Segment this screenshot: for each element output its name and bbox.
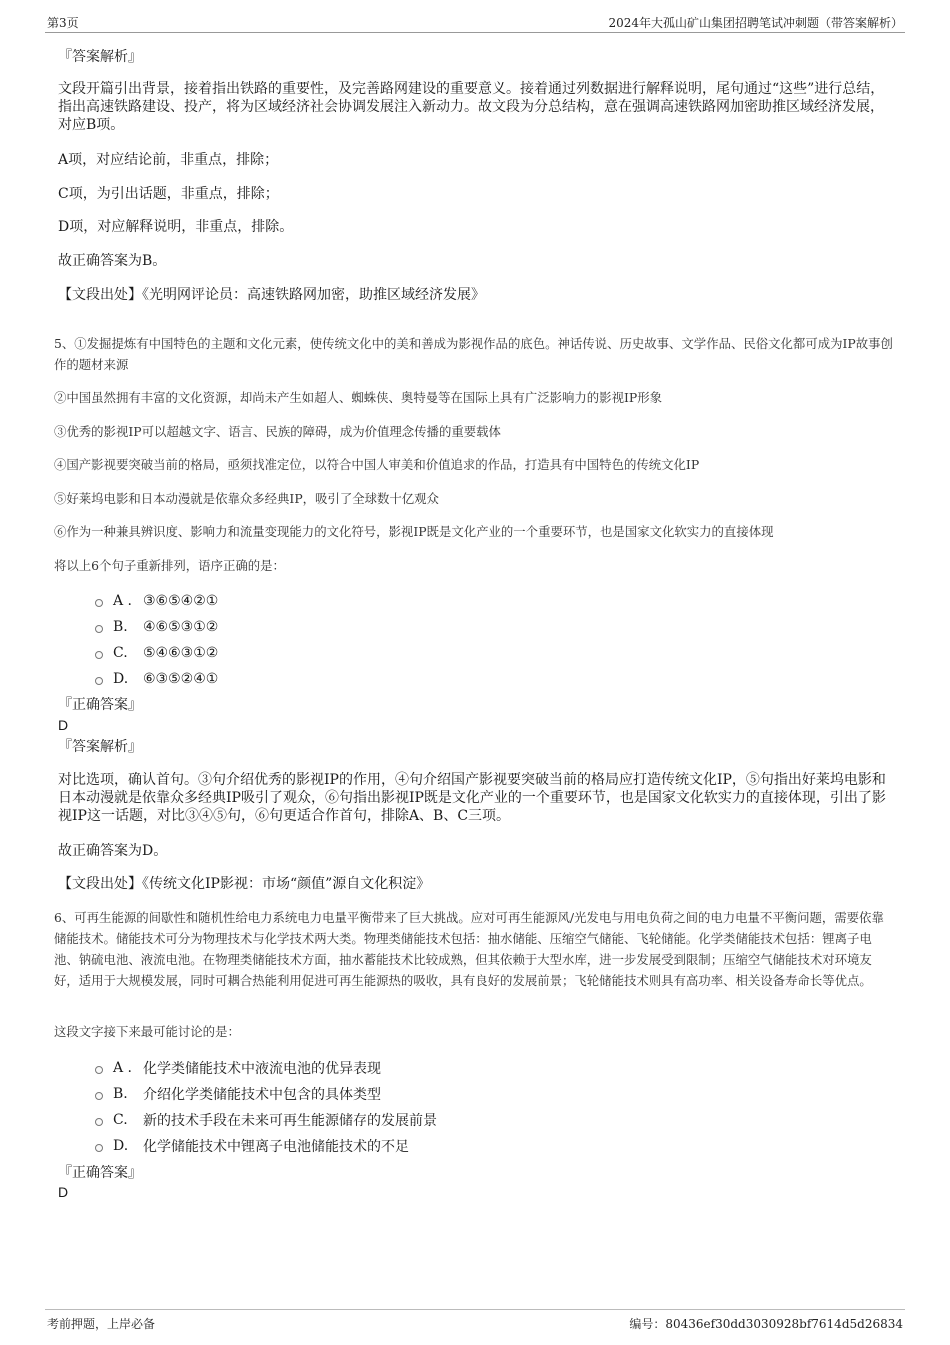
option-letter: B.: [113, 1086, 128, 1102]
q6-prompt: 这段文字接下来最可能讨论的是：: [54, 1024, 240, 1039]
q4-analysis: 文段开篇引出背景，接着指出铁路的重要性，及完善路网建设的重要意义。接着通过列数据进行解释说明，尾句通过“这些”进行总结，指出高速铁路建设、投产，将为区域经济社会协调发展注入新动力。故文段为分总结构，意在强调高速铁路网加密助推区域经济发展，对应B项。: [58, 81, 885, 133]
q5-option-d[interactable]: [95, 668, 218, 690]
q4-conclusion: 故正确答案为B。: [58, 253, 167, 269]
q5-source: 【文段出处】《传统文化IP影视：市场“颜值”源自文化积淀》: [58, 876, 431, 892]
q6-option-a[interactable]: [95, 1057, 381, 1079]
option-letter: C.: [113, 645, 128, 661]
q5-sentence-6: ⑥作为一种兼具辨识度、影响力和流量变现能力的文化符号，影视IP既是文化产业的一个重要环节，也是国家文化软实力的直接体现: [54, 524, 774, 539]
q5-conclusion: 故正确答案为D。: [58, 843, 168, 859]
q6-answer-label: 『正确答案』: [58, 1165, 142, 1181]
q6-option-b[interactable]: [95, 1083, 381, 1105]
q6-answer: D: [58, 1184, 69, 1200]
q5-answer: D: [58, 717, 69, 733]
document-title: 2024年大孤山矿山集团招聘笔试冲刺题（带答案解析）: [608, 16, 903, 30]
option-text: 介绍化学类储能技术中包含的具体类型: [143, 1087, 381, 1103]
q5-option-c[interactable]: [95, 642, 218, 664]
radio-icon[interactable]: [95, 651, 103, 659]
option-text: 化学储能技术中锂离子电池储能技术的不足: [143, 1139, 409, 1155]
q5-sentence-4: ④国产影视要突破当前的格局，亟须找准定位，以符合中国人审美和价值追求的作品，打造具有中国特色的传统文化IP: [54, 457, 700, 472]
option-letter: B.: [113, 619, 128, 635]
q5-analysis-label: 『答案解析』: [58, 739, 142, 755]
q6-stem: 6、可再生能源的间歇性和随机性给电力系统电力电量平衡带来了巨大挑战。应对可再生能源风/光发电与用电负荷之间的电力电量不平衡问题，需要依靠储能技术。储能技术可分为物理技术与化学技术两大类。物理类储能技术包括：抽水储能、压缩空气储能、飞轮储能。化学类储能技术包括：锂离子电池、钠硫电池、液流电池。在物理类储能技术方面，抽水蓄能技术比较成熟，但其依赖于大型水库，进一步发展受到限制；压缩空气储能技术对环境友好，适用于大规模发展，同时可耦合热能利用促进可再生能源热的吸收，具有良好的发展前景；飞轮储能技术则具有高功率、相关设备寿命长等优点。: [54, 910, 884, 988]
q4-note-d: D项，对应解释说明，非重点，排除。: [58, 219, 294, 235]
option-text: ⑥③⑤②④①: [143, 671, 219, 687]
q6-option-d[interactable]: [95, 1135, 409, 1157]
q5-sentence-5: ⑤好莱坞电影和日本动漫就是依靠众多经典IP，吸引了全球数十亿观众: [54, 491, 439, 506]
page-number: 第3页: [47, 16, 79, 30]
option-text: 新的技术手段在未来可再生能源储存的发展前景: [143, 1113, 437, 1129]
document-code: 编号：80436ef30dd3030928bf7614d5d26834: [629, 1317, 903, 1331]
page-header: [45, 12, 905, 33]
radio-icon[interactable]: [95, 1092, 103, 1100]
q5-prompt: 将以上6个句子重新排列，语序正确的是：: [54, 558, 285, 573]
page-footer: [45, 1309, 905, 1334]
radio-icon[interactable]: [95, 1144, 103, 1152]
q4-note-c: C项，为引出话题，非重点，排除；: [58, 186, 279, 202]
footer-slogan: 考前押题，上岸必备: [47, 1317, 156, 1331]
option-text: ⑤④⑥③①②: [143, 645, 219, 661]
q5-sentence-1: 5、①发掘提炼有中国特色的主题和文化元素，使传统文化中的美和善成为影视作品的底色。神话传说、历史故事、文学作品、民俗文化都可成为IP故事创作的题材来源: [54, 336, 893, 372]
radio-icon[interactable]: [95, 1118, 103, 1126]
option-letter: D.: [113, 1138, 129, 1154]
option-letter: A .: [113, 1060, 133, 1076]
radio-icon[interactable]: [95, 599, 103, 607]
option-text: ④⑥⑤③①②: [143, 619, 219, 635]
q5-sentence-3: ③优秀的影视IP可以超越文字、语言、民族的障碍，成为价值理念传播的重要载体: [54, 424, 501, 439]
option-text: ③⑥⑤④②①: [143, 593, 219, 609]
option-letter: A .: [113, 593, 133, 609]
q5-option-a[interactable]: [95, 590, 218, 612]
option-letter: C.: [113, 1112, 128, 1128]
q4-analysis-label: 『答案解析』: [58, 49, 142, 65]
radio-icon[interactable]: [95, 677, 103, 685]
q5-answer-label: 『正确答案』: [58, 697, 142, 713]
q4-note-a: A项，对应结论前，非重点，排除；: [58, 152, 279, 168]
q4-source: 【文段出处】《光明网评论员：高速铁路网加密，助推区域经济发展》: [58, 287, 485, 303]
q5-sentence-2: ②中国虽然拥有丰富的文化资源，却尚未产生如超人、蜘蛛侠、奥特曼等在国际上具有广泛影响力的影视IP形象: [54, 390, 662, 405]
radio-icon[interactable]: [95, 625, 103, 633]
radio-icon[interactable]: [95, 1066, 103, 1074]
q6-option-c[interactable]: [95, 1109, 437, 1131]
option-letter: D.: [113, 671, 129, 687]
q5-option-b[interactable]: [95, 616, 218, 638]
q5-analysis: 对比选项，确认首句。③句介绍优秀的影视IP的作用，④句介绍国产影视要突破当前的格局应打造传统文化IP，⑤句指出好莱坞电影和日本动漫就是依靠众多经典IP吸引了观众，⑥句指出影视IP既是文化产业的一个重要环节，也是国家文化软实力的直接体现，引出了影视IP这一话题，对比③④⑤句，⑥句更适合作首句，排除A、B、C三项。: [58, 772, 886, 824]
option-text: 化学类储能技术中液流电池的优异表现: [143, 1061, 381, 1077]
